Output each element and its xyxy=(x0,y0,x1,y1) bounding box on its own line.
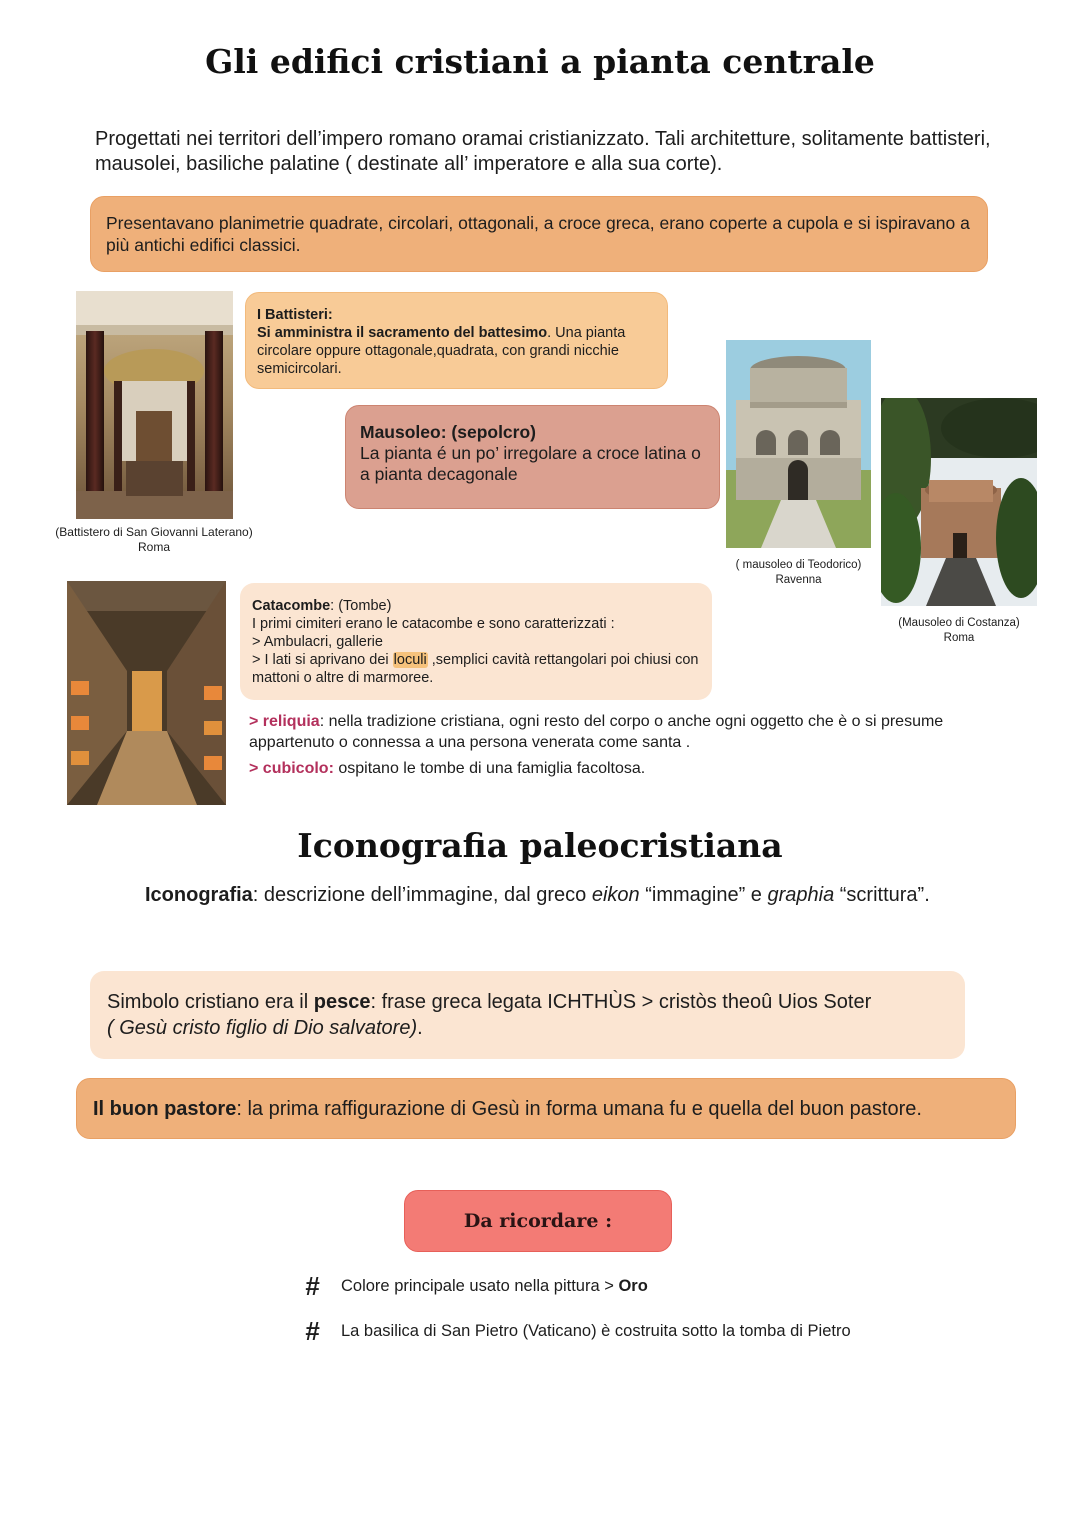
iconografia-def-2: “immagine” e xyxy=(639,884,768,906)
reliquia-text: : nella tradizione cristiana, ogni resto del corpo o anche ogni oggetto che è o si presume appartenuto o connessa a una persona venerata come santa . xyxy=(249,713,944,751)
ricordare-item1-text xyxy=(341,1272,648,1300)
ricordare-header xyxy=(404,1190,672,1252)
mausoleo-text: La pianta é un po’ irregolare a croce latina o a pianta decagonale xyxy=(360,443,701,484)
cubicolo-term: > cubicolo: xyxy=(249,760,334,777)
pesce-bold: pesce xyxy=(313,991,371,1013)
iconografia-def-3: “scrittura”. xyxy=(834,884,930,906)
hash-icon: # xyxy=(305,1271,320,1301)
cubicolo-text: ospitano le tombe di una famiglia facoltosa. xyxy=(333,760,646,777)
cubicolo-definition xyxy=(249,758,969,779)
ricordare-title: Da ricordare : xyxy=(463,1210,613,1232)
pastore-bold: Il buon pastore xyxy=(93,1098,237,1120)
catacombe-line1: I primi cimiteri erano le catacombe e sono caratterizzati : xyxy=(252,616,615,632)
pastore-text: : la prima raffigurazione di Gesù in forma umana fu e quella del buon pastore. xyxy=(236,1098,922,1120)
graphia-word: graphia xyxy=(767,884,835,906)
pesce-line1 xyxy=(107,989,948,1015)
iconografia-term: Iconografia xyxy=(145,884,253,906)
catacombe-line3 xyxy=(252,651,700,687)
laterano-caption-line2: Roma xyxy=(137,540,170,554)
catacombe-box xyxy=(240,583,712,700)
ricordare-item1-bold: Oro xyxy=(618,1277,648,1295)
pesce-pre: Simbolo cristiano era il xyxy=(107,991,314,1013)
pesce-end: . xyxy=(417,1017,423,1039)
pesce-box xyxy=(90,971,965,1059)
battisteri-bold-text: Si amministra il sacramento del battesimo xyxy=(257,325,548,341)
baptistery-interior-image xyxy=(76,291,233,519)
battisteri-box xyxy=(245,292,668,389)
catacombe-line2: > Ambulacri, gallerie xyxy=(252,634,383,650)
pesce-post: : frase greca legata ICHTHÙS > cristòs theoû Uios Soter xyxy=(370,991,872,1013)
catacombe-heading-suffix: : (Tombe) xyxy=(330,598,392,614)
hash-icon: # xyxy=(305,1316,320,1346)
page-title: Gli edifici cristiani a pianta centrale xyxy=(205,42,875,81)
teodorico-caption-line1: ( mausoleo di Teodorico) xyxy=(735,559,862,571)
teodorico-caption xyxy=(716,558,881,588)
iconografia-def-1: : descrizione dell’immagine, dal greco xyxy=(252,884,592,906)
pesce-italic: ( Gesù cristo figlio di Dio salvatore) xyxy=(107,1017,418,1039)
catacombe-heading: Catacombe xyxy=(252,598,331,614)
teodorico-caption-line2: Ravenna xyxy=(775,574,822,586)
costanza-caption xyxy=(876,616,1042,646)
mausoleo-box xyxy=(345,405,720,509)
battisteri-heading: I Battisteri: xyxy=(257,307,333,323)
laterano-caption xyxy=(30,525,278,555)
catacombe-line3-pre: > I lati si aprivano dei xyxy=(252,652,393,668)
battisteri-text: . Una pianta circolare oppure ottagonale,quadrata, con grandi nicchie semicircolari. xyxy=(257,325,626,377)
laterano-photo xyxy=(76,291,233,519)
intro-paragraph: Progettati nei territori dell’impero romano oramai cristianizzato. Tali architetture, solitamente battisteri, mausolei, basiliche palatine ( destinate all’ imperatore e alla sua corte). xyxy=(95,128,991,175)
mausoleum-costanza-image xyxy=(881,398,1037,606)
ricordare-item-1 xyxy=(305,1272,1005,1300)
reliquia-term: > reliquia xyxy=(249,713,320,730)
iconografia-definition xyxy=(145,883,1025,908)
catacombe-photo xyxy=(67,581,226,805)
eikon-word: eikon xyxy=(591,884,640,906)
pastore-box xyxy=(76,1078,1016,1139)
catacomb-gallery-image xyxy=(67,581,226,805)
teodorico-photo xyxy=(726,340,871,548)
ricordare-item-2 xyxy=(305,1317,1005,1345)
costanza-caption-line1: (Mausoleo di Costanza) xyxy=(898,617,1020,629)
plan-box xyxy=(90,196,988,272)
mausoleum-teodorico-image xyxy=(726,340,871,548)
plan-text: Presentavano planimetrie quadrate, circolari, ottagonali, a croce greca, erano coperte a cupola e si ispiravano a più antichi edifici classici. xyxy=(106,213,970,255)
reliquia-definition xyxy=(249,711,969,753)
catacombe-heading-line xyxy=(252,597,700,615)
battisteri-text-block xyxy=(257,324,656,378)
loculi-highlight: loculi xyxy=(393,652,427,668)
costanza-caption-line2: Roma xyxy=(943,632,975,644)
laterano-caption-line1: (Battistero di San Giovanni Laterano) xyxy=(55,525,253,539)
ricordare-item2-text: La basilica di San Pietro (Vaticano) è costruita sotto la tomba di Pietro xyxy=(341,1322,851,1340)
pesce-line2 xyxy=(107,1015,948,1041)
section2-title: Iconografia paleocristiana xyxy=(297,826,783,865)
costanza-photo xyxy=(881,398,1037,606)
mausoleo-heading: Mausoleo: (sepolcro) xyxy=(360,422,536,442)
catacombe-line3-post: ,semplici cavità rettangolari poi chiusi con mattoni o altre di marmoree. xyxy=(252,652,699,686)
ricordare-item1-pre: Colore principale usato nella pittura > xyxy=(341,1277,619,1295)
